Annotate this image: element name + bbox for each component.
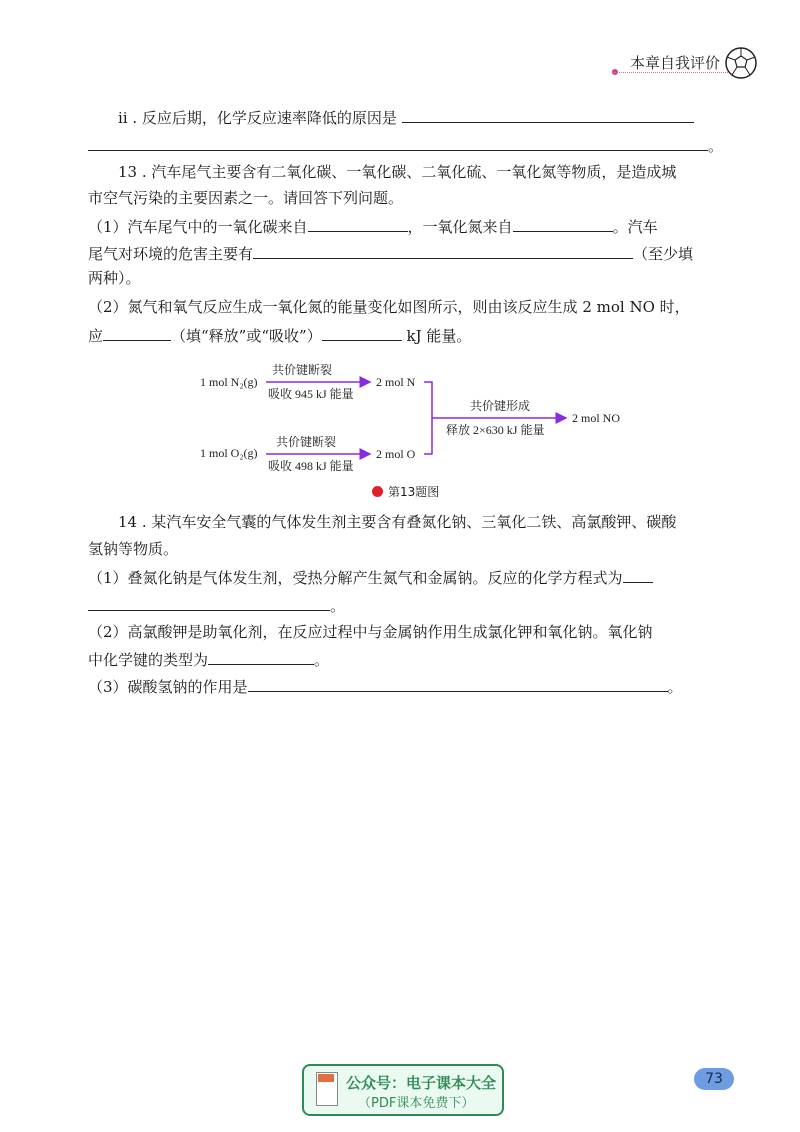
o2-label: 1 mol O₂(g) bbox=[200, 446, 258, 460]
o-product-label: 2 mol O bbox=[376, 447, 416, 461]
q14-equation-blank-b[interactable] bbox=[88, 594, 330, 611]
caption-dot-icon bbox=[372, 486, 383, 497]
o2-energy-label: 吸收 498 kJ 能量 bbox=[268, 459, 354, 473]
q14-equation-blank-a[interactable] bbox=[623, 566, 653, 583]
q14-p1-line-1: （1）叠氮化钠是气体发生剂，受热分解产生氮气和金属钠。反应的化学方程式为 bbox=[88, 566, 653, 588]
q13-p1-line-3: 两种）。 bbox=[88, 269, 141, 287]
q14-bond-type-blank[interactable] bbox=[208, 648, 314, 665]
q13-p1-line-2: 尾气对环境的危害主要有 （至少填 bbox=[88, 242, 693, 264]
q14-intro-1: 14 . 某汽车安全气囊的气体发生剂主要含有叠氮化钠、三氧化二铁、高氯酸钾、碳酸 bbox=[118, 513, 677, 531]
page-number: 73 bbox=[694, 1068, 734, 1090]
book-label-icon bbox=[318, 1074, 334, 1082]
figure-caption: 第13题图 bbox=[372, 483, 439, 500]
q13-p2-line-1: （2）氮气和氧气反应生成一氧化氮的能量变化如图所示，则由该反应生成 2 mol NO 时， bbox=[88, 298, 690, 316]
o2-break-label: 共价键断裂 bbox=[276, 435, 337, 449]
q14-p2-line-1: （2）高氯酸钾是助氧化剂，在反应过程中与金属钠作用生成氯化钾和氧化钠。氧化钠 bbox=[88, 623, 653, 641]
q14-p2-line-2: 中化学键的类型为 。 bbox=[88, 648, 329, 670]
q12-ii-line-2: 。 bbox=[88, 134, 723, 156]
q14-p3-line: （3）碳酸氢钠的作用是 。 bbox=[88, 675, 683, 697]
q13-p2-line-2: 应 （填“释放”或“吸收”） kJ 能量。 bbox=[88, 324, 471, 346]
q14-nahco3-role-blank[interactable] bbox=[248, 675, 668, 692]
q14-p1-line-2: 。 bbox=[88, 594, 345, 616]
n-product-label: 2 mol N bbox=[376, 375, 416, 389]
watermark-badge: 公众号：电子课本大全 （PDF课本免费下） bbox=[302, 1064, 504, 1116]
q13-intro-2: 市空气污染的主要因素之一。请回答下列问题。 bbox=[88, 189, 404, 207]
final-product-label: 2 mol NO bbox=[572, 411, 620, 425]
header-title: 本章自我评价 bbox=[630, 54, 721, 72]
n2-energy-label: 吸收 945 kJ 能量 bbox=[268, 387, 354, 401]
n2-break-label: 共价键断裂 bbox=[272, 363, 333, 377]
q13-intro-1: 13 . 汽车尾气主要含有二氧化碳、一氧化碳、二氧化硫、一氧化氮等物质，是造成城 bbox=[118, 163, 677, 181]
form-energy-label: 释放 2×630 kJ 能量 bbox=[446, 423, 545, 437]
n2-label: 1 mol N₂(g) bbox=[200, 375, 258, 389]
form-label: 共价键形成 bbox=[470, 399, 531, 413]
q14-intro-2: 氢钠等物质。 bbox=[88, 540, 179, 558]
join-bracket bbox=[424, 382, 432, 454]
q12-ii-line: ⅱ . 反应后期，化学反应速率降低的原因是 bbox=[118, 106, 694, 128]
q13-p1-line-1: （1）汽车尾气中的一氧化碳来自 ，一氧化氮来自 。汽车 bbox=[88, 215, 658, 237]
